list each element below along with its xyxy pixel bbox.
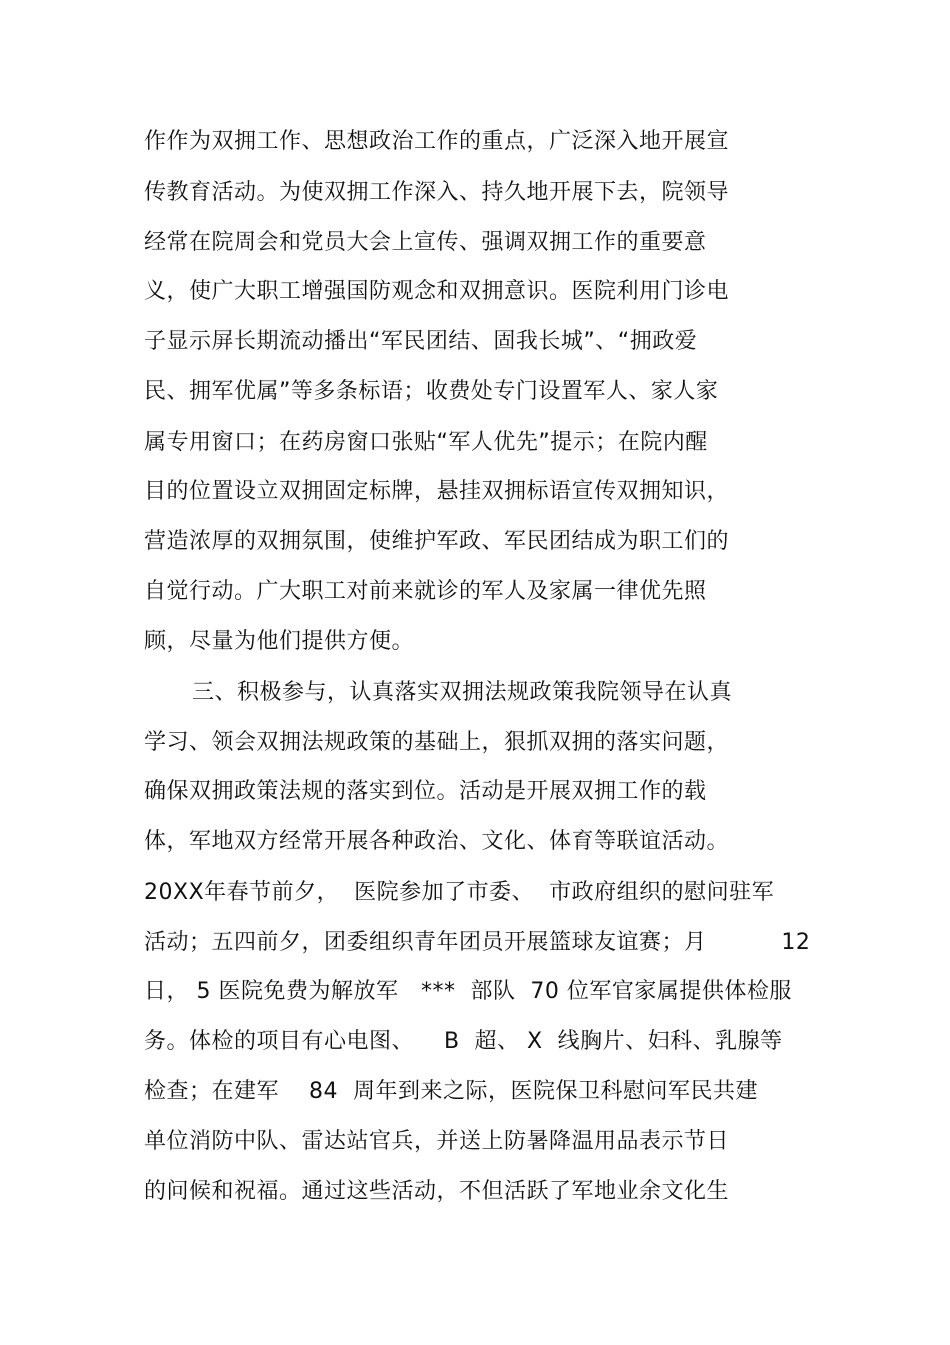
text-line-16: 20XX年春节前夕， 医院参加了市委、 市政府组织的慰问驻军 (144, 880, 775, 905)
text-line-11: 顾，尽量为他们提供方便。 (144, 629, 415, 654)
text-line-10: 自觉行动。广大职工对前来就诊的军人及家属一律优先照 (144, 579, 707, 604)
text-line-17: 活动；五四前夕，团委组织青年团员开展篮球友谊赛；月 12 (144, 930, 811, 955)
text-line-21: 单位消防中队、雷达站官兵，并送上防暑降温用品表示节日 (144, 1129, 730, 1154)
text-line-1: 作作为双拥工作、思想政治工作的重点，广泛深入地开展宣 (144, 129, 730, 154)
text-line-2: 传教育活动。为使双拥工作深入、持久地开展下去，院领导 (144, 180, 730, 205)
text-line-22: 的问候和祝福。通过这些活动，不但活跃了军地业余文化生 (144, 1179, 730, 1204)
text-line-8: 目的位置设立双拥固定标牌，悬挂双拥标语宣传双拥知识， (144, 479, 730, 504)
text-line-15: 体，军地双方经常开展各种政治、文化、体育等联谊活动。 (144, 829, 730, 854)
text-line-7: 属专用窗口；在药房窗口张贴“军人优先”提示；在院内醒 (144, 430, 708, 455)
text-line-13: 学习、领会双拥法规政策的基础上，狠抓双拥的落实问题， (144, 730, 730, 755)
text-line-18: 日， 5 医院免费为解放军 *** 部队 70 位军官家属提供体检服 (144, 979, 792, 1004)
text-line-14: 确保双拥政策法规的落实到位。活动是开展双拥工作的载 (144, 779, 707, 804)
section-heading-line: 三、积极参与，认真落实双拥法规政策我院领导在认真 (192, 680, 733, 705)
text-line-20: 检查；在建军 84 周年到来之际，医院保卫科慰问军民共建 (144, 1079, 758, 1104)
text-line-9: 营造浓厚的双拥氛围，使维护军政、军民团结成为职工们的 (144, 529, 730, 554)
text-line-19: 务。体检的项目有心电图、 B 超、 X 线胸片、妇科、乳腺等 (144, 1029, 783, 1054)
text-line-5: 子显示屏长期流动播出“军民团结、固我长城”、“拥政爱 (144, 329, 698, 354)
text-line-3: 经常在院周会和党员大会上宣传、强调双拥工作的重要意 (144, 230, 707, 255)
text-line-4: 义，使广大职工增强国防观念和双拥意识。医院利用门诊电 (144, 279, 730, 304)
text-line-6: 民、拥军优属”等多条标语；收费处专门设置军人、家人家 (144, 379, 719, 404)
